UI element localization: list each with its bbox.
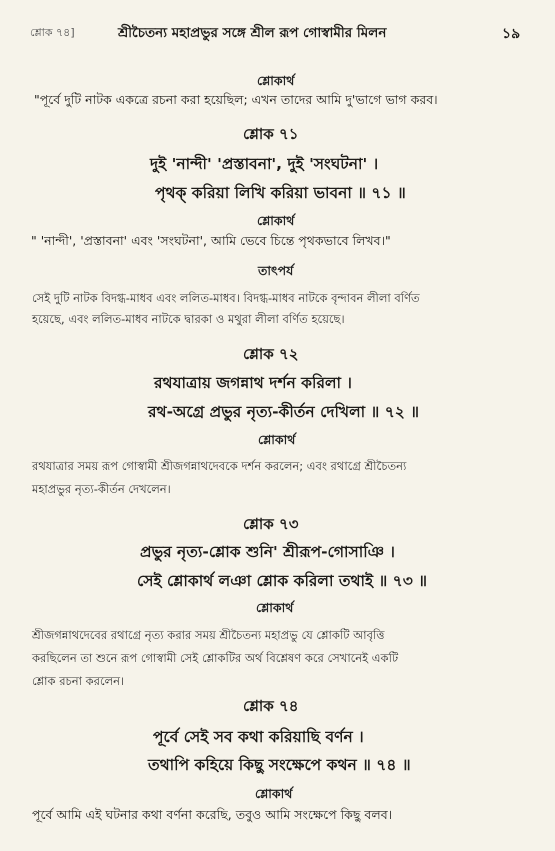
translation-label: শ্লোকার্থ: [255, 786, 293, 801]
verse-line: প্রভুর নৃত্য-শ্লোক শুনি' শ্রীরূপ-গোসাঞি ।: [140, 543, 395, 561]
verse-heading: শ্লোক ৭২: [243, 345, 299, 363]
translation-text: " 'নান্দী', 'প্রস্তাবনা' এবং 'সংঘটনা', আমি ভেবে চিন্তে পৃথকভাবে লিখব।": [31, 233, 391, 248]
translation-text: "পূর্বে দুটি নাটক একত্রে রচনা করা হয়েছিল; এখন তাদের আমি দু'ভাগে ভাগ করব।: [34, 92, 438, 107]
verse-heading: শ্লোক ৭১: [243, 125, 299, 143]
verse-line: পৃথক্ করিয়া লিখি করিয়া ভাবনা ॥ ৭১ ॥: [155, 184, 406, 202]
verse-line: রথযাত্রায় জগন্নাথ দর্শন করিলা ।: [154, 374, 352, 392]
translation-text: মহাপ্রভুর নৃত্য-কীর্তন দেখলেন।: [32, 482, 171, 496]
verse-line: সেই শ্লোকার্থ লঞা শ্লোক করিলা তথাই ॥ ৭৩ ॥: [137, 572, 427, 590]
running-header: [0, 22, 555, 44]
page-number: ১৯: [502, 26, 521, 42]
purport-text: হয়েছে, এবং ললিত-মাধব নাটকে দ্বারকা ও মথুরা লীলা বর্ণিত হয়েছে।: [32, 312, 345, 326]
translation-text: রথযাত্রার সময় রূপ গোস্বামী শ্রীজগন্নাথদেবকে দর্শন করলেন; এবং রথাগ্রে শ্রীচৈতন্য: [32, 459, 407, 473]
translation-text: শ্লোক রচনা করলেন।: [32, 674, 125, 688]
verse-heading: শ্লোক ৭৪: [243, 697, 299, 715]
header-verse-ref: শ্লোক ৭৪]: [30, 26, 75, 39]
translation-text: পূর্বে আমি এই ঘটনার কথা বর্ণনা করেছি, তবুও আমি সংক্ষেপে কিছু বলব।: [32, 807, 393, 822]
translation-label: শ্লোকার্থ: [257, 73, 295, 88]
translation-label: শ্লোকার্থ: [257, 213, 295, 228]
purport-text: সেই দুটি নাটক বিদগ্ধ-মাধব এবং ললিত-মাধব। বিদগ্ধ-মাধব নাটকে বৃন্দাবন লীলা বর্ণিত: [32, 291, 420, 305]
header-title: শ্রীচৈতন্য মহাপ্রভুর সঙ্গে শ্রীল রূপ গোস্বামীর মিলন: [118, 25, 387, 41]
verse-line: রথ-অগ্রে প্রভুর নৃত্য-কীর্তন দেখিলা ॥ ৭২ ॥: [148, 403, 420, 421]
translation-label: শ্লোকার্থ: [258, 432, 296, 447]
verse-line: পূর্বে সেই সব কথা করিয়াছি বর্ণন ।: [153, 728, 364, 746]
translation-label: শ্লোকার্থ: [256, 600, 294, 615]
verse-line: তথাপি কহিয়ে কিছু সংক্ষেপে কথন ॥ ৭৪ ॥: [148, 756, 411, 774]
verse-line: দুই 'নান্দী' 'প্রস্তাবনা', দুই 'সংঘটনা' ।: [150, 155, 379, 173]
translation-text: শ্রীজগন্নাথদেবের রথাগ্রে নৃত্য করার সময় শ্রীচৈতন্য মহাপ্রভু যে শ্লোকটি আবৃত্তি: [32, 628, 385, 642]
purport-label: তাৎপর্য: [258, 263, 294, 278]
verse-heading: শ্লোক ৭৩: [243, 515, 299, 533]
translation-text: করছিলেন তা শুনে রূপ গোস্বামী সেই শ্লোকটির অর্থ বিশ্লেষণ করে সেখানেই একটি: [32, 651, 399, 665]
